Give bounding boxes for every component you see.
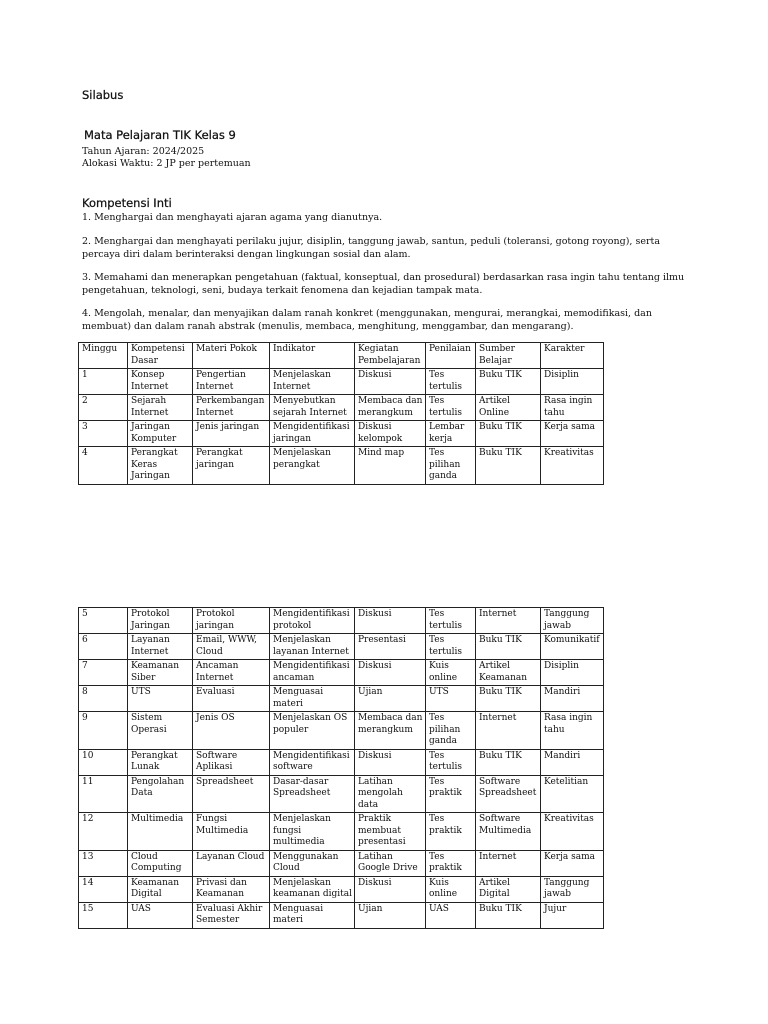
table-cell: 4 (79, 447, 128, 485)
table-cell: Menjelaskan keamanan digital (270, 876, 355, 902)
table-cell: Buku TIK (476, 369, 541, 395)
table-cell: Diskusi kelompok (355, 421, 426, 447)
table-cell: 3 (79, 421, 128, 447)
table-cell: Sejarah Internet (128, 395, 193, 421)
table-cell: Jenis OS (193, 712, 270, 750)
table-row (79, 902, 604, 928)
table-cell: Sistem Operasi (128, 712, 193, 750)
table-cell: 11 (79, 775, 128, 813)
table-cell: Keamanan Digital (128, 876, 193, 902)
table-cell: Diskusi (355, 749, 426, 775)
table-cell: Perangkat Keras Jaringan (128, 447, 193, 485)
table-cell: Tes tertulis (426, 634, 476, 660)
table-cell: Tes pilihan ganda (426, 447, 476, 485)
table-cell: Perkembangan Internet (193, 395, 270, 421)
table-cell: Fungsi Multimedia (193, 813, 270, 851)
table-cell: Internet (476, 850, 541, 876)
table-cell: Artikel Digital (476, 876, 541, 902)
table-cell: Multimedia (128, 813, 193, 851)
table-cell: 2 (79, 395, 128, 421)
time-allocation: Alokasi Waktu: 2 JP per pertemuan (82, 158, 251, 169)
table-cell: Ancaman Internet (193, 660, 270, 686)
table-row (79, 712, 604, 750)
table-row (79, 395, 604, 421)
table-cell: 8 (79, 686, 128, 712)
table-cell: Artikel Keamanan (476, 660, 541, 686)
table-cell: Tes praktik (426, 850, 476, 876)
table-cell: Kerja sama (541, 850, 604, 876)
table-cell: Tanggung jawab (541, 876, 604, 902)
table-row (79, 749, 604, 775)
syllabus-table-page-2 (78, 607, 604, 929)
subject-title: Mata Pelajaran TIK Kelas 9 (84, 128, 236, 142)
table-cell: Tes tertulis (426, 395, 476, 421)
table-cell: Mengidentifikasi protokol (270, 608, 355, 634)
table-cell: Presentasi (355, 634, 426, 660)
table-cell: Keamanan Siber (128, 660, 193, 686)
table-cell: Software Multimedia (476, 813, 541, 851)
table-row (79, 447, 604, 485)
table-cell: Membaca dan merangkum (355, 712, 426, 750)
table-row (79, 850, 604, 876)
table-cell: Jaringan Komputer (128, 421, 193, 447)
document-title: Silabus (82, 88, 124, 102)
header-cell: Sumber Belajar (476, 343, 541, 369)
table-cell: Tes tertulis (426, 749, 476, 775)
table-cell: Perangkat Lunak (128, 749, 193, 775)
table-cell: Menguasai materi (270, 686, 355, 712)
table-row (79, 660, 604, 686)
header-cell: Karakter (541, 343, 604, 369)
table-cell: Cloud Computing (128, 850, 193, 876)
table-cell: Kerja sama (541, 421, 604, 447)
table-cell: Pengertian Internet (193, 369, 270, 395)
table-cell: 9 (79, 712, 128, 750)
table-cell: UAS (426, 902, 476, 928)
table-cell: Tes praktik (426, 813, 476, 851)
table-cell: Internet (476, 608, 541, 634)
table-cell: Menyebutkan sejarah Internet (270, 395, 355, 421)
table-cell: UAS (128, 902, 193, 928)
header-cell: Kompetensi Dasar (128, 343, 193, 369)
table-cell: Kreativitas (541, 447, 604, 485)
table-cell: Menjelaskan Internet (270, 369, 355, 395)
table-cell: Jenis jaringan (193, 421, 270, 447)
table-cell: UTS (426, 686, 476, 712)
table-row (79, 608, 604, 634)
table-cell: Tanggung jawab (541, 608, 604, 634)
table-row (79, 686, 604, 712)
table-cell: Kuis online (426, 660, 476, 686)
table-header-row (79, 343, 604, 369)
header-cell: Kegiatan Pembelajaran (355, 343, 426, 369)
table-cell: Membaca dan merangkum (355, 395, 426, 421)
table-cell: 13 (79, 850, 128, 876)
table-cell: 10 (79, 749, 128, 775)
core-competency-heading: Kompetensi Inti (82, 196, 172, 210)
table-cell: Komunikatif (541, 634, 604, 660)
header-cell: Penilaian (426, 343, 476, 369)
table-cell: Konsep Internet (128, 369, 193, 395)
table-cell: Diskusi (355, 876, 426, 902)
table-cell: Tes tertulis (426, 369, 476, 395)
table-cell: Spreadsheet (193, 775, 270, 813)
table-cell: Menguasai materi (270, 902, 355, 928)
header-cell: Indikator (270, 343, 355, 369)
table-cell: Tes praktik (426, 775, 476, 813)
table-cell: Ujian (355, 902, 426, 928)
table-cell: Latihan Google Drive (355, 850, 426, 876)
header-cell: Materi Pokok (193, 343, 270, 369)
table-cell: Disiplin (541, 660, 604, 686)
table-cell: Mengidentifikasi software (270, 749, 355, 775)
table-cell: Disiplin (541, 369, 604, 395)
table-cell: Rasa ingin tahu (541, 712, 604, 750)
table-cell: Buku TIK (476, 634, 541, 660)
table-cell: 12 (79, 813, 128, 851)
table-cell: Evaluasi (193, 686, 270, 712)
table-cell: Buku TIK (476, 902, 541, 928)
table-row (79, 369, 604, 395)
table-cell: Software Aplikasi (193, 749, 270, 775)
table-cell: Buku TIK (476, 749, 541, 775)
header-cell: Minggu (79, 343, 128, 369)
table-cell: Menjelaskan OS populer (270, 712, 355, 750)
table-cell: Email, WWW, Cloud (193, 634, 270, 660)
table-row (79, 634, 604, 660)
core-competency-item: 1. Menghargai dan menghayati ajaran agama yang dianutnya. (82, 212, 383, 223)
core-competency-item: 2. Menghargai dan menghayati perilaku jujur, disiplin, tanggung jawab, santun, peduli (toleransi, gotong royong), serta percaya diri dalam berinteraksi dengan lingkungan sosial dan alam. (82, 236, 660, 260)
table-cell: Internet (476, 712, 541, 750)
table-cell: Layanan Internet (128, 634, 193, 660)
table-cell: Buku TIK (476, 447, 541, 485)
academic-year: Tahun Ajaran: 2024/2025 (82, 146, 205, 157)
table-cell: Rasa ingin tahu (541, 395, 604, 421)
table-row (79, 813, 604, 851)
table-cell: Menjelaskan perangkat (270, 447, 355, 485)
table-cell: Tes tertulis (426, 608, 476, 634)
table-cell: Perangkat jaringan (193, 447, 270, 485)
table-cell: Protokol Jaringan (128, 608, 193, 634)
table-cell: Mandiri (541, 686, 604, 712)
table-cell: Dasar-dasar Spreadsheet (270, 775, 355, 813)
table-cell: 15 (79, 902, 128, 928)
table-cell: Artikel Online (476, 395, 541, 421)
table-cell: Ujian (355, 686, 426, 712)
table-cell: 7 (79, 660, 128, 686)
table-cell: Kreativitas (541, 813, 604, 851)
table-cell: Mandiri (541, 749, 604, 775)
table-cell: Privasi dan Keamanan (193, 876, 270, 902)
table-cell: 6 (79, 634, 128, 660)
table-cell: Kuis online (426, 876, 476, 902)
table-cell: Tes pilihan ganda (426, 712, 476, 750)
table-cell: Mind map (355, 447, 426, 485)
table-cell: Menjelaskan layanan Internet (270, 634, 355, 660)
table-cell: UTS (128, 686, 193, 712)
table-row (79, 421, 604, 447)
table-cell: Diskusi (355, 660, 426, 686)
table-cell: Buku TIK (476, 686, 541, 712)
table-cell: Software Spreadsheet (476, 775, 541, 813)
table-row (79, 775, 604, 813)
table-cell: Ketelitian (541, 775, 604, 813)
table-row (79, 876, 604, 902)
table-cell: 14 (79, 876, 128, 902)
table-cell: Layanan Cloud (193, 850, 270, 876)
table-cell: Latihan mengolah data (355, 775, 426, 813)
table-cell: Buku TIK (476, 421, 541, 447)
table-cell: Pengolahan Data (128, 775, 193, 813)
table-cell: 5 (79, 608, 128, 634)
syllabus-table-page-1 (78, 342, 604, 485)
table-cell: Mengidentifikasi jaringan (270, 421, 355, 447)
table-cell: Lembar kerja (426, 421, 476, 447)
table-cell: Diskusi (355, 369, 426, 395)
table-cell: Evaluasi Akhir Semester (193, 902, 270, 928)
table-cell: Mengidentifikasi ancaman (270, 660, 355, 686)
table-cell: Menjelaskan fungsi multimedia (270, 813, 355, 851)
table-cell: Diskusi (355, 608, 426, 634)
core-competency-item: 3. Memahami dan menerapkan pengetahuan (faktual, konseptual, dan prosedural) berdasarkan rasa ingin tahu tentang ilmu pengetahuan, teknologi, seni, budaya terkait fenomena dan kejadian tampak mata. (82, 272, 685, 296)
table-cell: Menggunakan Cloud (270, 850, 355, 876)
table-cell: 1 (79, 369, 128, 395)
table-cell: Protokol jaringan (193, 608, 270, 634)
table-cell: Praktik membuat presentasi (355, 813, 426, 851)
core-competency-item: 4. Mengolah, menalar, dan menyajikan dalam ranah konkret (menggunakan, mengurai, merangkai, memodifikasi, dan membuat) dan dalam ranah abstrak (menulis, membaca, menghitung, menggambar, dan mengarang). (82, 308, 652, 332)
table-cell: Jujur (541, 902, 604, 928)
